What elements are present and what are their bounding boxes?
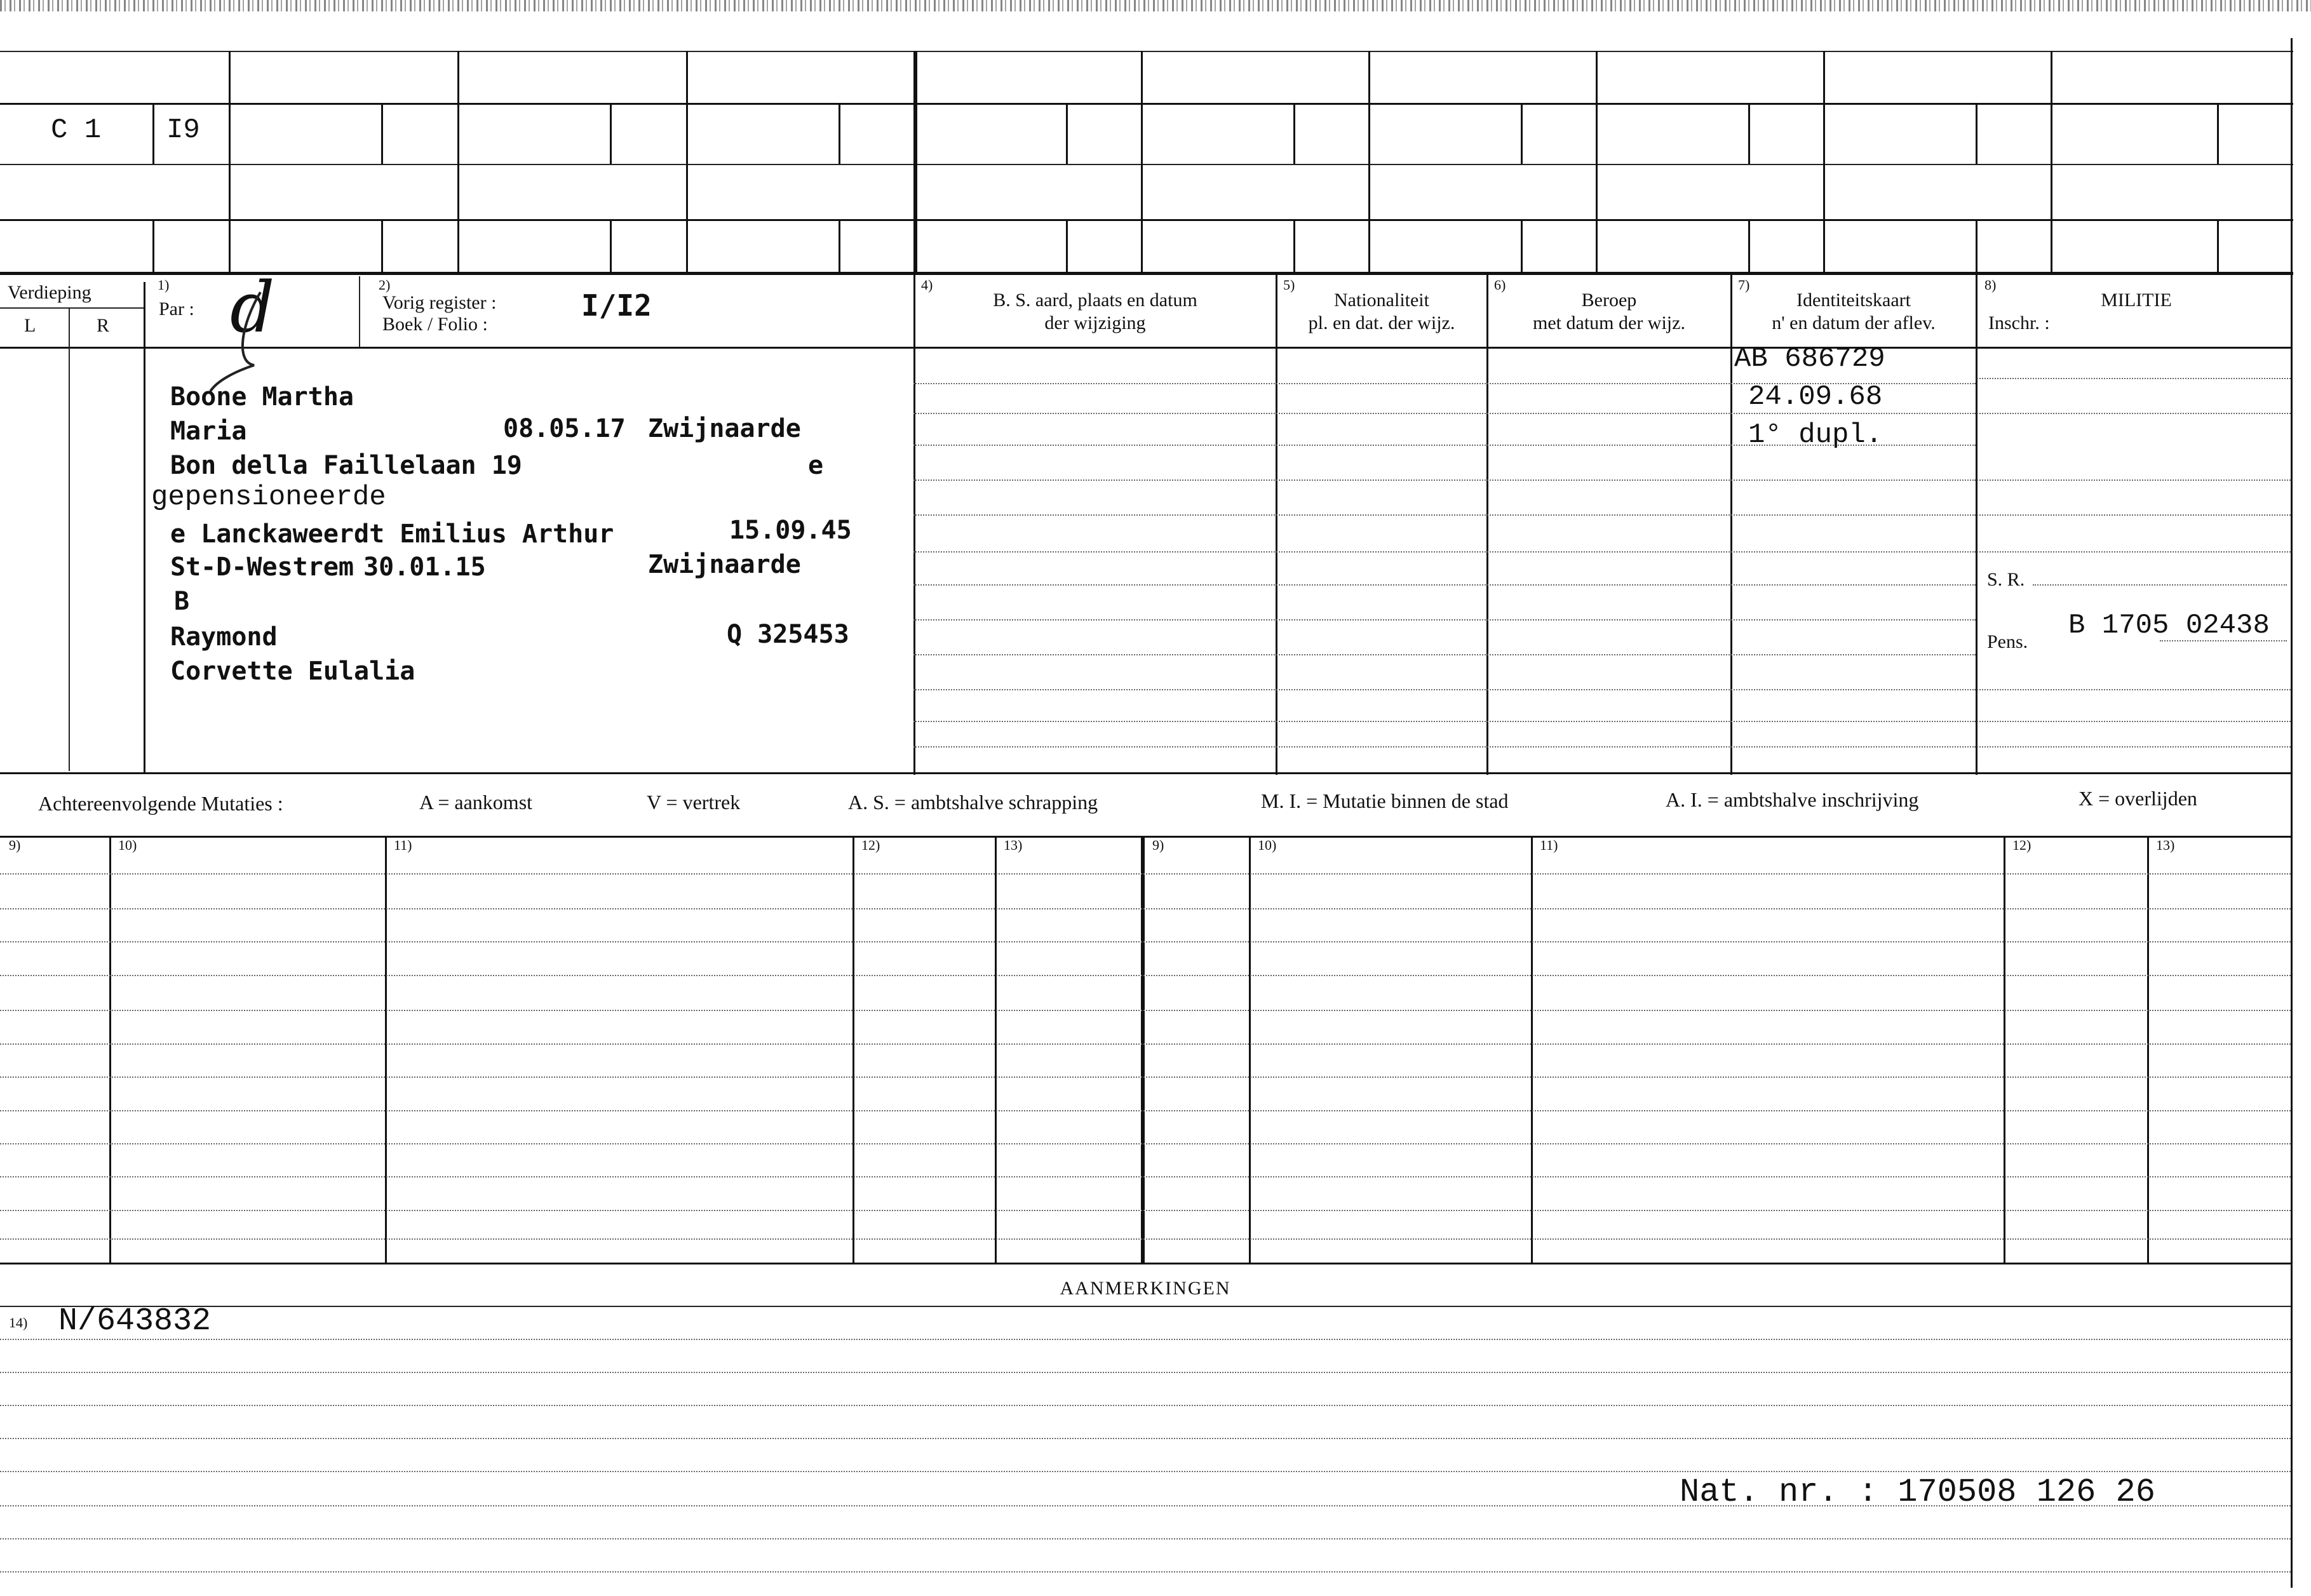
mutation-col-12b: 12) xyxy=(2012,837,2031,853)
col7-number: 7) xyxy=(1738,277,1750,293)
identity-card-number: AB 686729 xyxy=(1734,343,1885,375)
person-code: Q 325453 xyxy=(727,620,849,649)
mutation-col-13: 13) xyxy=(1004,837,1023,853)
col-r-label: R xyxy=(97,315,110,336)
col7-header-line2: n' en datum der aflev. xyxy=(1772,312,1936,333)
col4-header-line2: der wijziging xyxy=(1044,312,1146,333)
col5-header-line1: Nationaliteit xyxy=(1334,290,1429,311)
col8-header-line2: Inschr. : xyxy=(1988,312,2050,333)
col6-header-line1: Beroep xyxy=(1581,290,1637,311)
remarks-value: N/643832 xyxy=(58,1303,212,1339)
boek-folio-label: Boek / Folio : xyxy=(382,314,488,335)
col4-header-line1: B. S. aard, plaats en datum xyxy=(993,290,1197,311)
sr-label: S. R. xyxy=(1987,569,2025,590)
remarks-number: 14) xyxy=(9,1315,28,1331)
person-line-2-name: Maria xyxy=(170,417,247,446)
person-line-1: Boone Martha xyxy=(170,382,354,412)
mutation-col-10b: 10) xyxy=(1258,837,1277,853)
mutation-col-11b: 11) xyxy=(1540,837,1558,853)
col8-header-line1: MILITIE xyxy=(2101,290,2172,311)
person-line-8-name: Raymond xyxy=(170,622,278,652)
person-occupation: gepensioneerde xyxy=(151,481,386,513)
mutation-col-10: 10) xyxy=(118,837,137,853)
col4-number: 4) xyxy=(921,277,933,293)
person-spouse-place: St-D-Westrem xyxy=(170,553,354,582)
verdieping-label: Verdieping xyxy=(8,282,91,303)
top-cell-a: C 1 xyxy=(51,114,102,146)
vorig-register-value: I/I2 xyxy=(581,288,652,323)
mutation-col-9b: 9) xyxy=(1152,837,1164,853)
col2-number: 2) xyxy=(379,277,391,293)
identity-card-date: 24.09.68 xyxy=(1748,381,1883,413)
col5-header-line2: pl. en dat. der wijz. xyxy=(1308,312,1455,333)
legend-a: A = aankomst xyxy=(419,791,533,814)
mutation-col-11: 11) xyxy=(394,837,412,853)
national-number: Nat. nr. : 170508 126 26 xyxy=(1680,1473,2155,1511)
remarks-title: AANMERKINGEN xyxy=(1060,1278,1231,1299)
top-cell-b: I9 xyxy=(166,114,200,146)
pens-label: Pens. xyxy=(1987,631,2028,652)
col8-number: 8) xyxy=(1984,277,1997,293)
person-spouse: e Lanckaweerdt Emilius Arthur xyxy=(170,520,614,549)
par-label: Par : xyxy=(159,298,194,319)
scan-noise-strip xyxy=(0,0,2311,11)
col-l-label: L xyxy=(24,315,36,336)
par-handwritten-value: d xyxy=(230,267,275,348)
mutation-col-12: 12) xyxy=(861,837,880,853)
col5-number: 5) xyxy=(1283,277,1295,293)
person-line-7: B xyxy=(174,587,190,616)
person-birth-place: Zwijnaarde xyxy=(648,414,801,443)
person-address: Bon della Faillelaan 19 xyxy=(170,451,522,480)
pens-value: B 1705 02438 xyxy=(2068,610,2270,641)
person-line-9: Corvette Eulalia xyxy=(170,657,415,686)
legend-x: X = overlijden xyxy=(2079,787,2197,810)
legend-ai: A. I. = ambtshalve inschrijving xyxy=(1666,788,1919,811)
mutation-col-13b: 13) xyxy=(2156,837,2175,853)
legend-as: A. S. = ambtshalve schrapping xyxy=(848,791,1098,814)
col7-header-line1: Identiteitskaart xyxy=(1796,290,1911,311)
legend-v: V = vertrek xyxy=(647,791,741,814)
col6-number: 6) xyxy=(1494,277,1506,293)
legend-title: Achtereenvolgende Mutaties : xyxy=(38,792,283,815)
identity-card-note: 1° dupl. xyxy=(1748,419,1883,451)
col6-header-line2: met datum der wijz. xyxy=(1533,312,1685,333)
col1-number: 1) xyxy=(158,277,170,293)
person-address-suffix: e xyxy=(808,451,824,480)
legend-mi: M. I. = Mutatie binnen de stad xyxy=(1261,789,1509,812)
person-birth-date: 08.05.17 xyxy=(503,414,626,443)
vorig-register-label: Vorig register : xyxy=(382,292,497,313)
mutation-col-9: 9) xyxy=(9,837,21,853)
par-pen-stroke xyxy=(210,286,286,394)
person-spouse-date: 15.09.45 xyxy=(729,516,852,545)
person-spouse-birthdate: 30.01.15 xyxy=(363,553,486,582)
person-spouse-place2: Zwijnaarde xyxy=(648,550,801,579)
